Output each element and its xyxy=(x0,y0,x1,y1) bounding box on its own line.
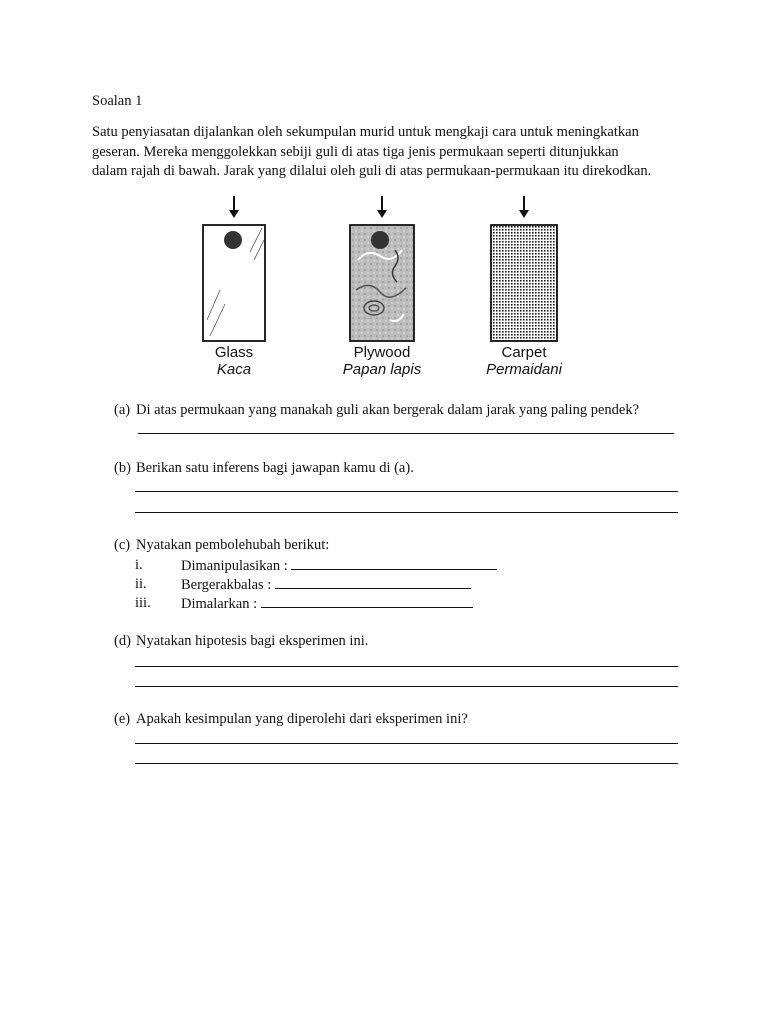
question-a xyxy=(114,402,639,419)
question-c xyxy=(114,537,329,554)
item-number: ii. xyxy=(135,576,147,592)
carpet-label: Carpet xyxy=(501,344,547,361)
item-text: Dimalarkan : xyxy=(181,595,473,613)
question-text: Di atas permukaan yang manakah guli akan bergerak dalam jarak yang paling pendek? xyxy=(136,402,640,418)
question-text: Nyatakan pembolehubah berikut: xyxy=(136,537,330,553)
answer-line[interactable] xyxy=(135,491,678,492)
question-d xyxy=(114,633,368,650)
answer-line[interactable] xyxy=(138,433,674,434)
answer-line[interactable] xyxy=(135,512,678,513)
question-text: Berikan satu inferens bagi jawapan kamu di (a). xyxy=(136,460,414,476)
item-text: Dimanipulasikan : xyxy=(181,557,497,575)
answer-line[interactable] xyxy=(135,763,678,764)
surfaces-figure xyxy=(190,190,610,390)
variable-item-responding xyxy=(135,576,535,594)
plywood-surface xyxy=(350,196,414,341)
intro-line: Satu penyiasatan dijalankan oleh sekumpulan murid untuk mengkaji cara untuk meningkatkan xyxy=(92,124,639,140)
carpet-label-malay: Permaidani xyxy=(486,361,562,378)
item-text: Bergerakbalas : xyxy=(181,576,471,594)
answer-line[interactable] xyxy=(135,666,678,667)
intro-line: dalam rajah di bawah. Jarak yang dilalui oleh guli di atas permukaan-permukaan itu direkodkan. xyxy=(92,163,652,179)
question-label: (c) xyxy=(114,537,131,553)
carpet-surface xyxy=(491,196,557,341)
carpet-caption xyxy=(476,344,572,378)
glass-caption xyxy=(190,344,278,378)
plywood-label-malay: Papan lapis xyxy=(342,361,422,378)
glass-surface xyxy=(203,196,265,341)
surfaces-diagram xyxy=(190,190,610,350)
glass-label: Glass xyxy=(214,344,254,361)
answer-line[interactable] xyxy=(135,743,678,744)
item-number: iii. xyxy=(135,595,151,611)
question-text: Nyatakan hipotesis bagi eksperimen ini. xyxy=(136,633,369,649)
question-b xyxy=(114,460,414,477)
answer-blank[interactable] xyxy=(291,557,497,570)
answer-blank[interactable] xyxy=(275,576,471,589)
answer-blank[interactable] xyxy=(261,595,473,608)
variable-item-constant xyxy=(135,595,535,613)
plywood-label: Plywood xyxy=(353,344,411,361)
question-e xyxy=(114,711,468,728)
question-text: Apakah kesimpulan yang diperolehi dari eksperimen ini? xyxy=(136,711,468,727)
item-number: i. xyxy=(135,557,143,573)
intro-line: geseran. Mereka menggolekkan sebiji guli di atas tiga jenis permukaan seperti ditunjukkan xyxy=(92,143,619,160)
question-label: (a) xyxy=(114,402,131,418)
answer-line[interactable] xyxy=(135,686,678,687)
glass-label-malay: Kaca xyxy=(216,361,252,378)
intro-paragraph xyxy=(92,123,692,182)
page-title: Soalan 1 xyxy=(92,93,143,109)
question-label: (e) xyxy=(114,711,131,727)
plywood-caption xyxy=(332,344,432,378)
variable-item-manipulated xyxy=(135,557,535,575)
question-label: (d) xyxy=(114,633,131,649)
question-label: (b) xyxy=(114,460,131,476)
